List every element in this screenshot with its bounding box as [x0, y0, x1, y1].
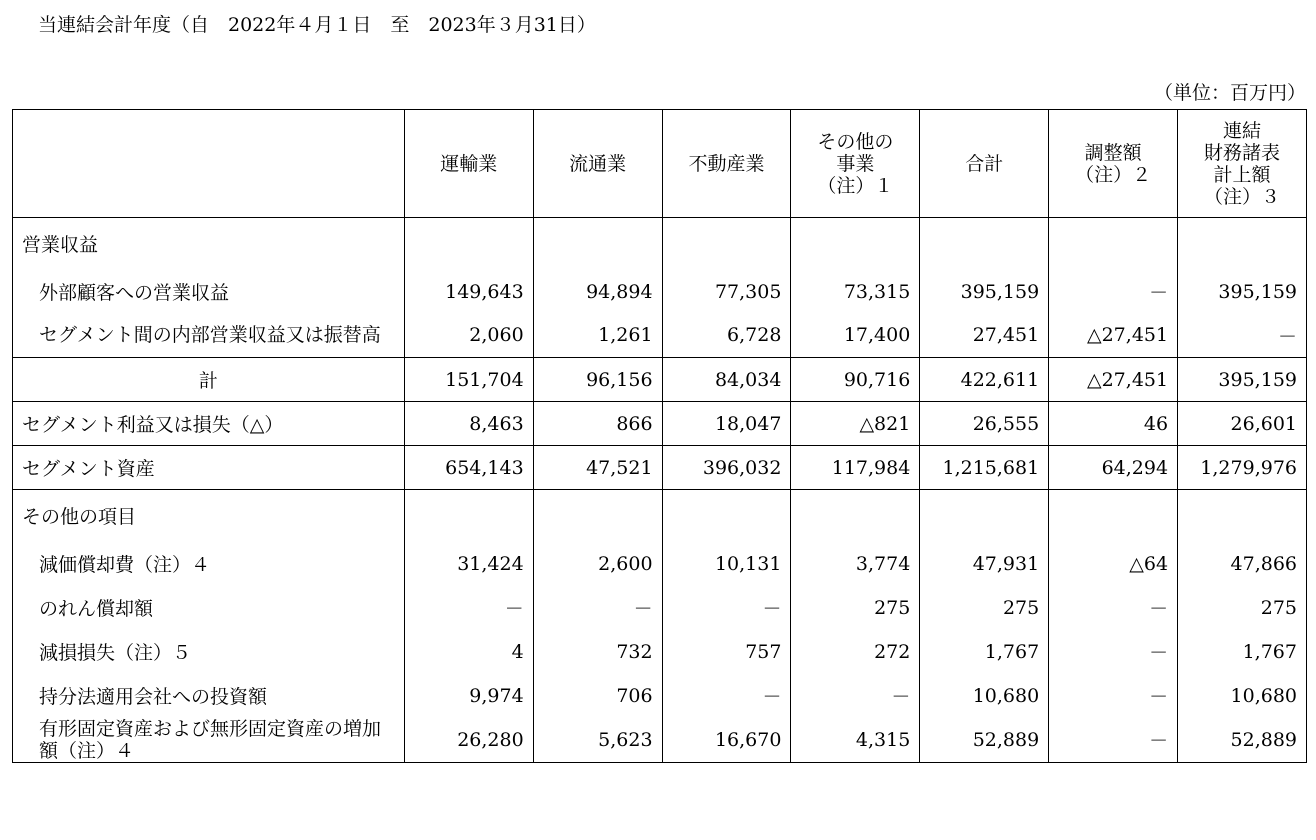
cell-total: 47,931 — [920, 542, 1049, 586]
table-row — [13, 314, 1307, 358]
cell-adjustment: － — [1049, 674, 1178, 718]
cell-total: 27,451 — [920, 314, 1049, 358]
cell-adjustment: － — [1049, 586, 1178, 630]
column-header-adjustment — [1049, 110, 1178, 218]
cell-total: 26,555 — [920, 402, 1049, 446]
cell-consolidated: 26,601 — [1178, 402, 1307, 446]
cell-real-estate: 757 — [662, 630, 791, 674]
table-row — [13, 674, 1307, 718]
row-label: セグメント利益又は損失（△） — [13, 402, 405, 446]
cell-distribution — [533, 218, 662, 270]
cell-transport: 2,060 — [404, 314, 533, 358]
cell-distribution: 96,156 — [533, 358, 662, 402]
cell-transport: 149,643 — [404, 270, 533, 314]
cell-transport — [404, 218, 533, 270]
cell-other: 4,315 — [791, 718, 920, 763]
cell-real-estate — [662, 218, 791, 270]
row-label: 減価償却費（注）４ — [13, 542, 405, 586]
cell-transport: 8,463 — [404, 402, 533, 446]
cell-consolidated — [1178, 490, 1307, 542]
cell-other: 17,400 — [791, 314, 920, 358]
column-header-line: 計上額 — [1213, 163, 1271, 186]
cell-other — [791, 218, 920, 270]
column-header-line: 事業 — [836, 152, 875, 175]
cell-distribution: 5,623 — [533, 718, 662, 763]
cell-adjustment — [1049, 490, 1178, 542]
row-label: 外部顧客への営業収益 — [13, 270, 405, 314]
column-header-line: 財務諸表 — [1204, 141, 1281, 164]
cell-distribution: 94,894 — [533, 270, 662, 314]
cell-real-estate: 16,670 — [662, 718, 791, 763]
cell-adjustment — [1049, 218, 1178, 270]
cell-other: － — [791, 674, 920, 718]
cell-total — [920, 218, 1049, 270]
cell-real-estate: － — [662, 674, 791, 718]
cell-distribution: － — [533, 586, 662, 630]
row-label: 減損損失（注）５ — [13, 630, 405, 674]
cell-adjustment: － — [1049, 718, 1178, 763]
cell-other: 117,984 — [791, 446, 920, 490]
cell-distribution: 2,600 — [533, 542, 662, 586]
cell-transport: 4 — [404, 630, 533, 674]
table-row — [13, 586, 1307, 630]
column-header-line: 合計 — [965, 152, 1004, 175]
cell-distribution: 47,521 — [533, 446, 662, 490]
cell-total: 1,767 — [920, 630, 1049, 674]
cell-other: 275 — [791, 586, 920, 630]
table-row — [13, 446, 1307, 490]
cell-adjustment: － — [1049, 270, 1178, 314]
column-header-line: 連結 — [1223, 119, 1262, 142]
cell-consolidated: 395,159 — [1178, 270, 1307, 314]
table-row — [13, 630, 1307, 674]
cell-transport: 654,143 — [404, 446, 533, 490]
period-title: 当連結会計年度（自 2022年４月１日 至 2023年３月31日） — [38, 14, 596, 36]
cell-total: 422,611 — [920, 358, 1049, 402]
cell-transport: 151,704 — [404, 358, 533, 402]
column-header-line: （注）３ — [1204, 185, 1281, 208]
column-header-label — [13, 110, 405, 218]
column-header-line: 不動産業 — [688, 152, 765, 175]
cell-transport: 26,280 — [404, 718, 533, 763]
unit-label: （単位：百万円） — [1153, 82, 1306, 104]
cell-consolidated: － — [1178, 314, 1307, 358]
cell-transport: 31,424 — [404, 542, 533, 586]
column-header-line: 調整額 — [1084, 141, 1142, 164]
row-label: のれん償却額 — [13, 586, 405, 630]
cell-adjustment: △64 — [1049, 542, 1178, 586]
cell-total: 52,889 — [920, 718, 1049, 763]
cell-distribution: 732 — [533, 630, 662, 674]
cell-real-estate: 6,728 — [662, 314, 791, 358]
cell-other: △821 — [791, 402, 920, 446]
table-row — [13, 270, 1307, 314]
cell-real-estate: 10,131 — [662, 542, 791, 586]
cell-total — [920, 490, 1049, 542]
column-header-real-estate — [662, 110, 791, 218]
cell-real-estate — [662, 490, 791, 542]
cell-distribution: 1,261 — [533, 314, 662, 358]
cell-other: 3,774 — [791, 542, 920, 586]
table-row — [13, 490, 1307, 542]
cell-consolidated: 1,767 — [1178, 630, 1307, 674]
table-body — [13, 218, 1307, 763]
cell-other: 73,315 — [791, 270, 920, 314]
cell-consolidated: 275 — [1178, 586, 1307, 630]
cell-adjustment: － — [1049, 630, 1178, 674]
table-row — [13, 402, 1307, 446]
column-header-total — [920, 110, 1049, 218]
cell-transport — [404, 490, 533, 542]
column-header-line: （注）２ — [1075, 163, 1152, 186]
cell-real-estate: 396,032 — [662, 446, 791, 490]
column-header-consolidated — [1178, 110, 1307, 218]
cell-total: 275 — [920, 586, 1049, 630]
column-header-transport — [404, 110, 533, 218]
cell-real-estate: 77,305 — [662, 270, 791, 314]
row-label: セグメント資産 — [13, 446, 405, 490]
cell-real-estate: 84,034 — [662, 358, 791, 402]
column-header-line: その他の — [817, 130, 894, 153]
cell-adjustment: 64,294 — [1049, 446, 1178, 490]
cell-other: 90,716 — [791, 358, 920, 402]
table-row — [13, 358, 1307, 402]
row-label: セグメント間の内部営業収益又は振替高 — [13, 314, 405, 358]
cell-real-estate: － — [662, 586, 791, 630]
cell-consolidated: 395,159 — [1178, 358, 1307, 402]
cell-transport: － — [404, 586, 533, 630]
cell-transport: 9,974 — [404, 674, 533, 718]
row-label: 計 — [13, 358, 405, 402]
header-row — [13, 110, 1307, 218]
row-label: 持分法適用会社への投資額 — [13, 674, 405, 718]
table-row — [13, 718, 1307, 763]
table-row — [13, 542, 1307, 586]
row-label: 有形固定資産および無形固定資産の増加額（注）４ — [13, 718, 405, 763]
column-header-line: 運輸業 — [440, 152, 498, 175]
cell-other: 272 — [791, 630, 920, 674]
column-header-other — [791, 110, 920, 218]
segment-table — [12, 109, 1307, 763]
cell-total: 1,215,681 — [920, 446, 1049, 490]
cell-adjustment: 46 — [1049, 402, 1178, 446]
cell-consolidated: 47,866 — [1178, 542, 1307, 586]
row-label: その他の項目 — [13, 490, 405, 542]
table-row — [13, 218, 1307, 270]
row-label: 営業収益 — [13, 218, 405, 270]
cell-total: 10,680 — [920, 674, 1049, 718]
cell-adjustment: △27,451 — [1049, 314, 1178, 358]
cell-distribution — [533, 490, 662, 542]
cell-consolidated — [1178, 218, 1307, 270]
cell-adjustment: △27,451 — [1049, 358, 1178, 402]
cell-total: 395,159 — [920, 270, 1049, 314]
cell-distribution: 706 — [533, 674, 662, 718]
column-header-line: 流通業 — [569, 152, 627, 175]
cell-consolidated: 52,889 — [1178, 718, 1307, 763]
column-header-line: （注）１ — [817, 174, 894, 197]
cell-distribution: 866 — [533, 402, 662, 446]
cell-consolidated: 10,680 — [1178, 674, 1307, 718]
cell-consolidated: 1,279,976 — [1178, 446, 1307, 490]
cell-other — [791, 490, 920, 542]
column-header-distribution — [533, 110, 662, 218]
cell-real-estate: 18,047 — [662, 402, 791, 446]
